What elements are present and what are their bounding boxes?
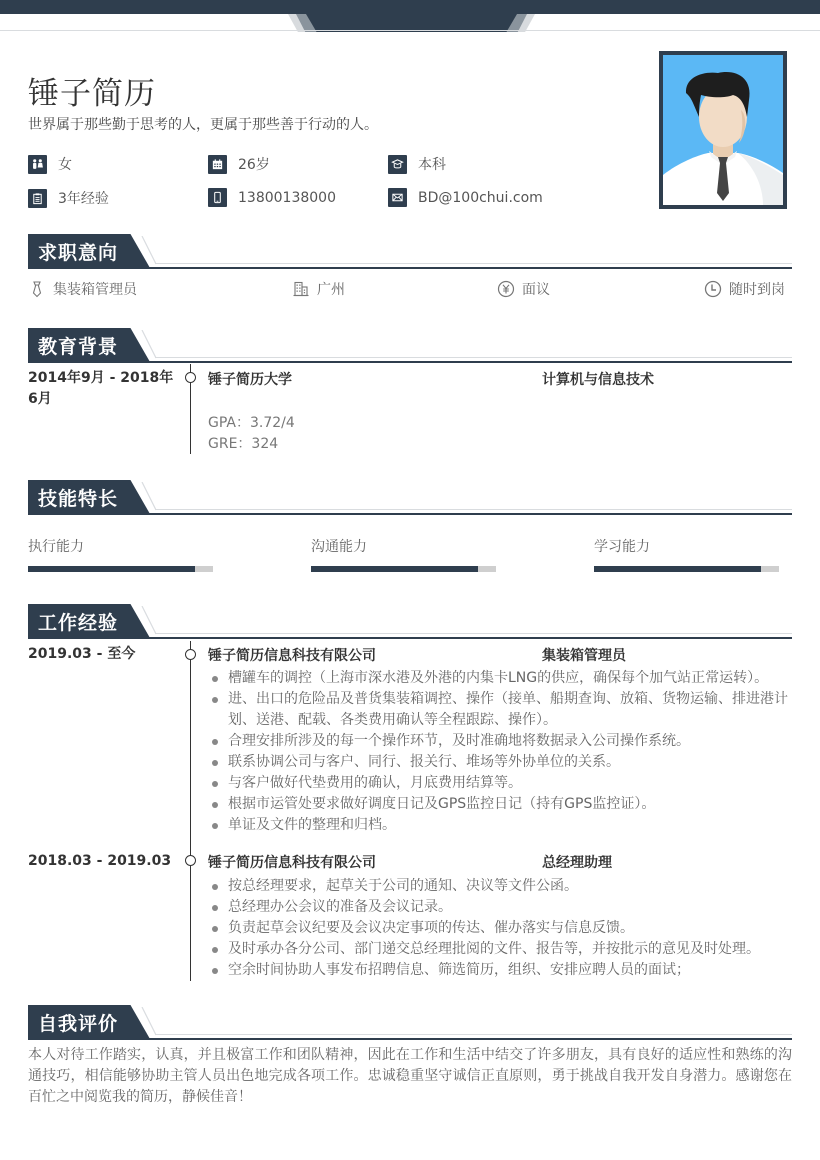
info-degree [388, 154, 446, 174]
gpa: GPA：3.72/4 [208, 415, 295, 431]
list-item: 按总经理要求，起草关于公司的通知、决议等文件公函。 [208, 876, 792, 897]
yen-icon [497, 280, 515, 298]
degree-value: 本科 [418, 157, 446, 173]
section-header-skills [28, 480, 792, 516]
age-value: 26岁 [238, 157, 270, 173]
gender-value: 女 [58, 157, 72, 173]
list-item: 进、出口的危险品及普货集装箱调控、操作（接单、船期查询、放箱、货物运输、排进港计划、送港、配载、各类费用确认等全程跟踪、操作）。 [208, 689, 792, 731]
list-item: 空余时间协助人事发布招聘信息、筛选简历，组织、安排应聘人员的面试； [208, 960, 792, 981]
section-title: 求职意向 [38, 242, 119, 264]
self-evaluation-text: 本人对待工作踏实，认真，并且极富工作和团队精神，因此在工作和生活中结交了许多朋友，具有良好的适应性和熟练的沟通技巧，相信能够协助主管人员出色地完成各项工作。忠诚稳重坚守诚信正直原则，勇于挑战自我开发自身潜力。感谢您在百忙之中阅览我的简历，静候佳音！ [28, 1047, 792, 1105]
job-role: 总经理助理 [542, 855, 612, 871]
section-title: 自我评价 [38, 1013, 119, 1035]
skill-bar [594, 566, 779, 572]
list-item: 联系协调公司与客户、同行、报关行、堆场等外协单位的关系。 [208, 752, 792, 773]
section-header-evaluation [28, 1005, 792, 1041]
graduation-cap-icon [388, 155, 407, 174]
section-header-intent [28, 234, 792, 270]
info-age [208, 154, 270, 174]
intent-city: 广州 [292, 279, 345, 299]
list-item: 及时承办各分公司、部门递交总经理批阅的文件、报告等，并按批示的意见及时处理。 [208, 939, 792, 960]
job-date: 2018.03 - 2019.03 [28, 853, 172, 869]
timeline-dot [185, 372, 196, 383]
company-name: 锤子简历信息科技有限公司 [208, 648, 376, 664]
job-duties [208, 876, 792, 981]
top-banner [0, 0, 820, 14]
company-name: 锤子简历信息科技有限公司 [208, 855, 376, 871]
job-role: 集装箱管理员 [542, 648, 626, 664]
school-name: 锤子简历大学 [208, 372, 292, 388]
phone-icon [208, 188, 227, 207]
section-title: 工作经验 [38, 612, 119, 634]
timeline-dot [185, 855, 196, 866]
skill-label: 执行能力 [28, 539, 84, 555]
skill-learning [594, 536, 779, 556]
email-value[interactable]: BD@100chui.com [418, 189, 543, 206]
education-date: 2014年9月 - 2018年6月 [28, 370, 174, 407]
experience-value: 3年经验 [58, 191, 109, 207]
section-header-education [28, 328, 792, 364]
gender-icon [28, 155, 47, 174]
tie-icon [28, 280, 46, 298]
list-item: 单证及文件的整理和归档。 [208, 815, 792, 836]
list-item: 负责起草会议纪要及会议决定事项的传达、催办落实与信息反馈。 [208, 918, 792, 939]
section-header-work [28, 604, 792, 640]
clock-icon [704, 280, 722, 298]
top-divider [0, 30, 820, 31]
timeline-dot [185, 649, 196, 660]
resume-name: 锤子简历 [28, 76, 156, 112]
phone-value[interactable]: 13800138000 [238, 189, 336, 206]
intent-availability: 随时到岗 [704, 279, 785, 299]
skill-communication [311, 536, 496, 556]
major-name: 计算机与信息技术 [542, 372, 654, 388]
motto: 世界属于那些勤于思考的人，更属于那些善于行动的人。 [28, 117, 378, 133]
email-icon [388, 188, 407, 207]
calendar-icon [208, 155, 227, 174]
skill-bar [311, 566, 496, 572]
skill-label: 沟通能力 [311, 539, 367, 555]
skill-label: 学习能力 [594, 539, 650, 555]
clipboard-icon [28, 189, 47, 208]
section-title: 教育背景 [38, 336, 119, 358]
job-duties [208, 668, 792, 836]
profile-photo [659, 51, 787, 209]
info-experience [28, 188, 109, 208]
list-item: 与客户做好代垫费用的确认，月底费用结算等。 [208, 773, 792, 794]
list-item: 总经理办公会议的准备及会议记录。 [208, 897, 792, 918]
timeline-line [190, 641, 191, 981]
job-date: 2019.03 - 至今 [28, 646, 136, 662]
intent-position: 集装箱管理员 [28, 279, 137, 299]
info-phone [208, 188, 336, 207]
skill-bar [28, 566, 213, 572]
list-item: 槽罐车的调控（上海市深水港及外港的内集卡LNG的供应，确保每个加气站正常运转）。 [208, 668, 792, 689]
building-icon [292, 280, 310, 298]
info-gender [28, 154, 72, 174]
skill-execution [28, 536, 213, 556]
intent-salary: 面议 [497, 279, 550, 299]
list-item: 合理安排所涉及的每一个操作环节，及时准确地将数据录入公司操作系统。 [208, 731, 792, 752]
list-item: 根据市运管处要求做好调度日记及GPS监控日记（持有GPS监控证）。 [208, 794, 792, 815]
gre: GRE：324 [208, 436, 279, 452]
info-email [388, 188, 543, 207]
section-title: 技能特长 [38, 488, 119, 510]
